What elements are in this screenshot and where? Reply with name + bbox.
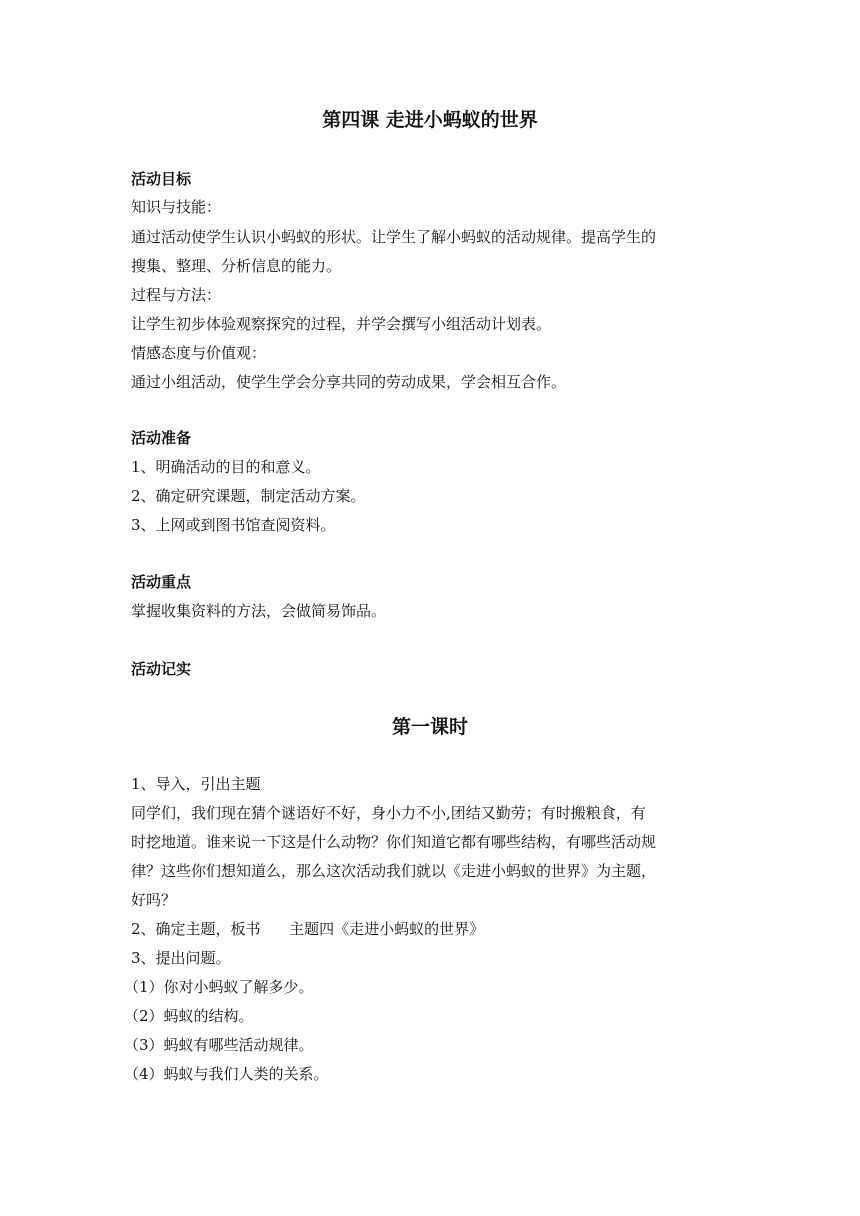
- goals-heading: 活动目标: [131, 170, 192, 188]
- intro-line: 好吗？: [131, 891, 177, 909]
- attitude-text: 通过小组活动，使学生学会分享共同的劳动成果，学会相互合作。: [131, 373, 567, 391]
- intro-line: 律？这些你们想知道么，那么这次活动我们就以《走进小蚂蚁的世界》为主题，: [131, 862, 657, 880]
- focus-text: 掌握收集资料的方法，会做简易饰品。: [131, 602, 387, 620]
- knowledge-text-line-2: 搜集、整理、分析信息的能力。: [131, 257, 342, 275]
- attitude-label: 情感态度与价值观：: [131, 344, 267, 362]
- step1-text: 1、导入，引出主题: [131, 775, 261, 793]
- record-heading: 活动记实: [131, 660, 192, 678]
- lesson-title: 第四课 走进小蚂蚁的世界: [322, 109, 538, 131]
- process-label: 过程与方法：: [131, 286, 222, 304]
- focus-heading: 活动重点: [131, 573, 192, 591]
- preparation-heading: 活动准备: [131, 429, 192, 447]
- step2-text: 2、确定主题，板书 主题四《走进小蚂蚁的世界》: [131, 920, 485, 938]
- question-item: （4）蚂蚁与我们人类的关系。: [124, 1065, 329, 1083]
- intro-line: 同学们，我们现在猜个谜语好不好，身小力不小,团结又勤劳；有时搬粮食，有: [131, 804, 646, 822]
- question-item: （3）蚂蚁有哪些活动规律。: [124, 1036, 314, 1054]
- preparation-item: 3、上网或到图书馆查阅资料。: [131, 516, 336, 534]
- preparation-item: 2、确定研究课题，制定活动方案。: [131, 487, 366, 505]
- process-text: 让学生初步体验观察探究的过程，并学会撰写小组活动计划表。: [131, 315, 552, 333]
- question-item: （2）蚂蚁的结构。: [124, 1007, 254, 1025]
- knowledge-label: 知识与技能：: [131, 198, 222, 216]
- step3-text: 3、提出问题。: [131, 949, 231, 967]
- question-item: （1）你对小蚂蚁了解多少。: [124, 978, 314, 996]
- intro-line: 时挖地道。谁来说一下这是什么动物？你们知道它都有哪些结构，有哪些活动规: [131, 833, 657, 851]
- preparation-item: 1、明确活动的目的和意义。: [131, 458, 321, 476]
- knowledge-text-line-1: 通过活动使学生认识小蚂蚁的形状。让学生了解小蚂蚁的活动规律。提高学生的: [131, 228, 657, 246]
- lesson1-title: 第一课时: [391, 716, 468, 738]
